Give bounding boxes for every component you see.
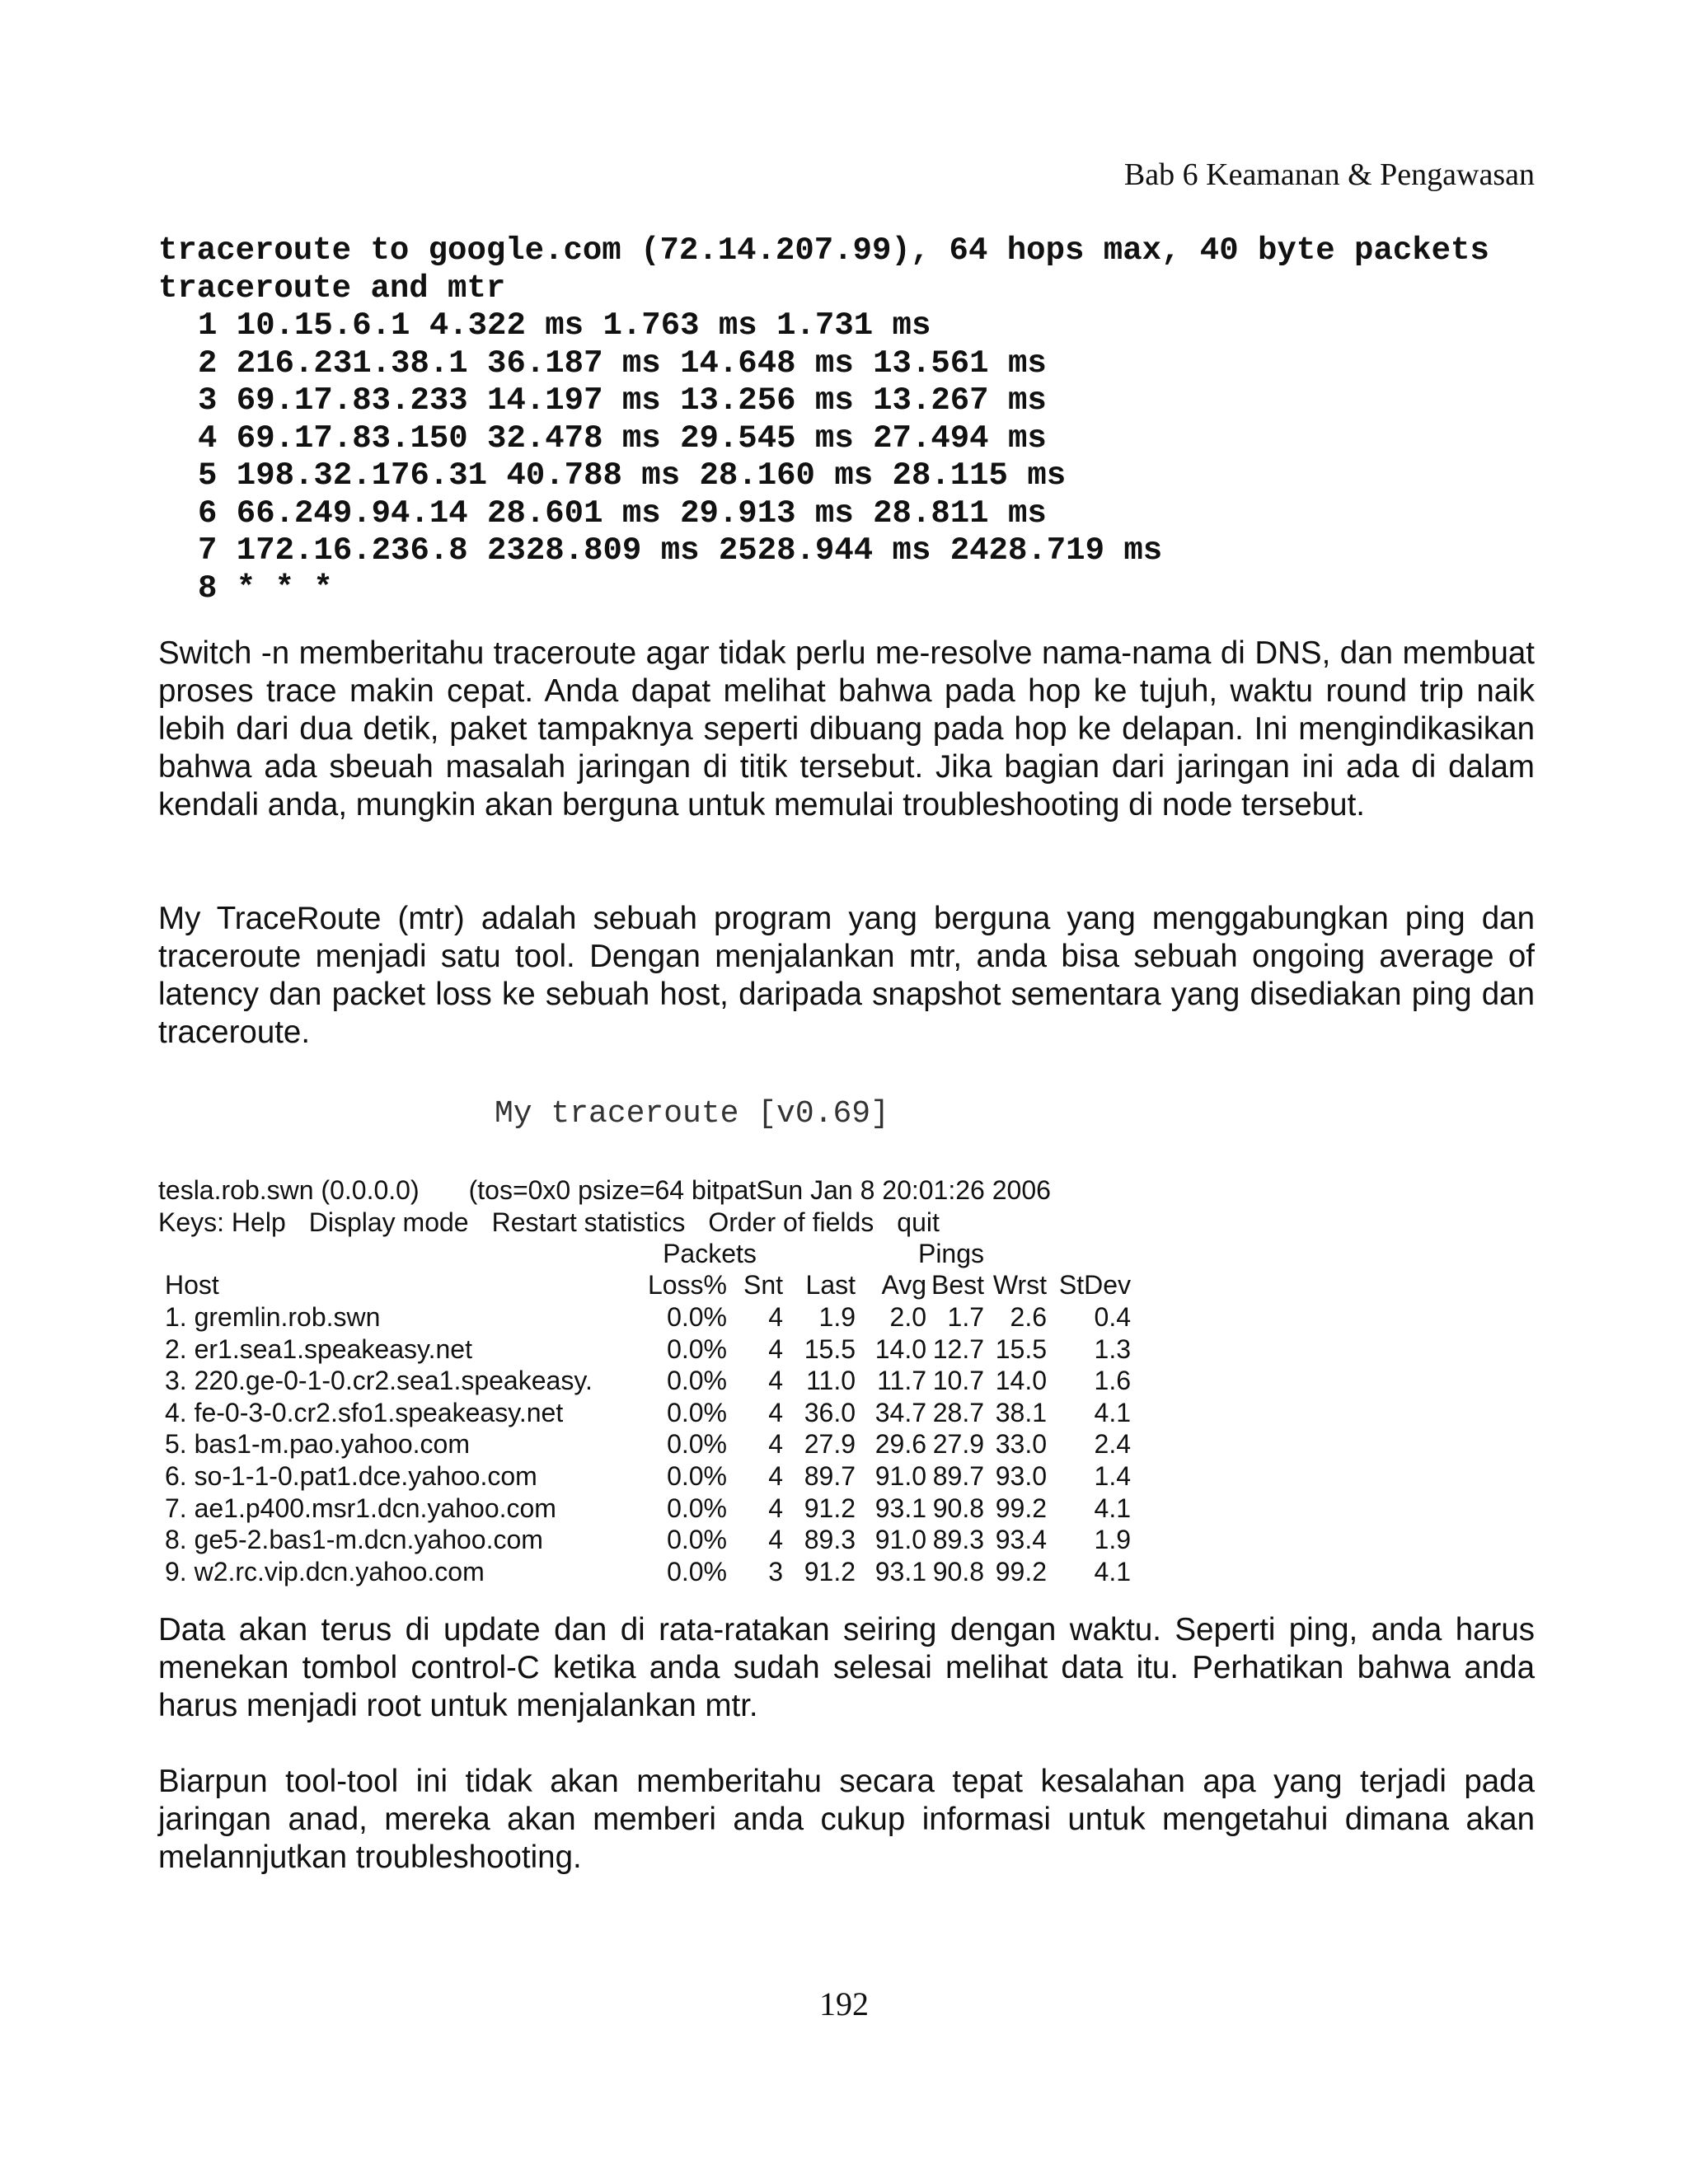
cell-stdev: 1.9	[1094, 1525, 1131, 1555]
mtr-key-restart: Restart statistics	[491, 1207, 686, 1237]
mtr-column-row	[158, 1270, 1131, 1302]
mtr-options: (tos=0x0 psize=64 bitpatSun Jan 8 20:01:26 2006	[468, 1175, 1051, 1205]
mtr-key-help: Keys: Help	[158, 1207, 286, 1237]
cell-loss: 0.0%	[667, 1525, 727, 1555]
cell-stdev: 4.1	[1094, 1493, 1131, 1523]
cell-snt: 4	[768, 1429, 783, 1460]
cell-best: 90.8	[932, 1493, 984, 1523]
cell-wrst: 38.1	[995, 1397, 1047, 1427]
table-row	[158, 1301, 1131, 1333]
code-line: 6 66.249.94.14 28.601 ms 29.913 ms 28.811 ms	[198, 494, 1047, 532]
cell-wrst: 93.0	[995, 1460, 1047, 1491]
table-row	[158, 1365, 1131, 1397]
cell-last: 27.9	[804, 1429, 856, 1460]
table-row	[158, 1556, 1131, 1588]
cell-snt: 3	[768, 1556, 783, 1586]
cell-wrst: 99.2	[995, 1493, 1047, 1523]
col-stdev: StDev	[1058, 1270, 1131, 1301]
code-line: traceroute and mtr	[158, 269, 506, 307]
code-line: 8 * * *	[198, 569, 333, 607]
cell-wrst: 15.5	[995, 1333, 1047, 1364]
cell-best: 90.8	[932, 1556, 984, 1586]
cell-snt: 4	[768, 1397, 783, 1427]
table-row	[158, 1429, 1131, 1461]
paragraph: Biarpun tool-tool ini tidak akan memberitahu secara tepat kesalahan apa yang terjadi pada jaringan anad, mereka akan memberi anda cukup informasi untuk mengetahui dimana akan melannjutkan troubleshooting.	[158, 1764, 1535, 1875]
cell-last: 89.7	[804, 1460, 856, 1491]
cell-snt: 4	[768, 1460, 783, 1491]
cell-last: 91.2	[804, 1493, 856, 1523]
cell-avg: 2.0	[889, 1301, 926, 1332]
cell-best: 27.9	[932, 1429, 984, 1460]
col-host: Host	[165, 1270, 219, 1301]
cell-loss: 0.0%	[667, 1556, 727, 1586]
code-line: 7 172.16.236.8 2328.809 ms 2528.944 ms 2428.719 ms	[198, 532, 1163, 569]
cell-snt: 4	[768, 1366, 783, 1396]
mtr-header	[158, 1174, 1051, 1238]
cell-host: 4. fe-0-3-0.cr2.sfo1.speakeasy.net	[165, 1397, 564, 1427]
cell-best: 89.3	[932, 1525, 984, 1555]
cell-host: 6. so-1-1-0.pat1.dce.yahoo.com	[165, 1460, 537, 1491]
cell-avg: 91.0	[874, 1525, 926, 1555]
cell-host: 7. ae1.p400.msr1.dcn.yahoo.com	[165, 1493, 556, 1523]
code-line: 4 69.17.83.150 32.478 ms 29.545 ms 27.494 ms	[198, 419, 1047, 457]
cell-wrst: 93.4	[995, 1525, 1047, 1555]
code-line: traceroute to google.com (72.14.207.99), 64 hops max, 40 byte packets	[158, 232, 1489, 269]
paragraph: Switch -n memberitahu traceroute agar tidak perlu me-resolve nama-nama di DNS, dan membuat proses trace makin cepat. Anda dapat melihat bahwa pada hop ke tujuh, waktu round trip naik lebih dari dua detik, paket tampaknya seperti dibuang pada hop ke delapan. Ini mengindikasikan bahwa ada sbeuah masalah jaringan di titik tersebut. Jika bagian dari jaringan ini ada di dalam kendali anda, mungkin akan berguna untuk memulai troubleshooting di node tersebut.	[158, 635, 1535, 823]
mtr-group-row	[158, 1238, 1131, 1270]
cell-host: 5. bas1-m.pao.yahoo.com	[165, 1429, 470, 1460]
paragraph: Data akan terus di update dan di rata-ratakan seiring dengan waktu. Seperti ping, anda harus menekan tombol control-C ketika anda sudah selesai melihat data itu. Perhatikan bahwa anda harus menjadi root untuk menjalankan mtr.	[158, 1612, 1535, 1723]
cell-loss: 0.0%	[667, 1366, 727, 1396]
pings-group-label: Pings	[917, 1238, 985, 1268]
cell-snt: 4	[768, 1333, 783, 1364]
cell-stdev: 4.1	[1094, 1397, 1131, 1427]
mtr-host: tesla.rob.swn (0.0.0.0)	[158, 1175, 420, 1205]
packets-group-label: Packets	[663, 1238, 757, 1268]
cell-last: 36.0	[804, 1397, 856, 1427]
code-line: 2 216.231.38.1 36.187 ms 14.648 ms 13.561 ms	[198, 344, 1047, 382]
cell-best: 28.7	[932, 1397, 984, 1427]
mtr-title: My traceroute [v0.69]	[495, 1096, 889, 1132]
cell-loss: 0.0%	[667, 1397, 727, 1427]
cell-loss: 0.0%	[667, 1301, 727, 1332]
cell-avg: 14.0	[874, 1333, 926, 1364]
cell-last: 11.0	[806, 1366, 856, 1396]
cell-best: 89.7	[932, 1460, 984, 1491]
cell-stdev: 2.4	[1094, 1429, 1131, 1460]
cell-host: 2. er1.sea1.speakeasy.net	[165, 1333, 472, 1364]
table-row	[158, 1397, 1131, 1429]
cell-last: 15.5	[804, 1333, 856, 1364]
cell-stdev: 1.3	[1094, 1333, 1131, 1364]
table-row	[158, 1524, 1131, 1556]
cell-avg: 93.1	[874, 1556, 926, 1586]
cell-snt: 4	[768, 1493, 783, 1523]
col-snt: Snt	[743, 1270, 783, 1301]
cell-loss: 0.0%	[667, 1460, 727, 1491]
cell-stdev: 4.1	[1094, 1556, 1131, 1586]
cell-best: 10.7	[932, 1366, 984, 1396]
col-wrst: Wrst	[992, 1270, 1047, 1301]
col-last: Last	[805, 1270, 856, 1301]
mtr-keys	[158, 1207, 1051, 1239]
cell-wrst: 2.6	[1010, 1301, 1047, 1332]
mtr-key-display: Display mode	[308, 1207, 469, 1237]
code-line: 1 10.15.6.1 4.322 ms 1.763 ms 1.731 ms	[198, 307, 931, 344]
cell-loss: 0.0%	[667, 1493, 727, 1523]
cell-last: 91.2	[804, 1556, 856, 1586]
cell-avg: 29.6	[874, 1429, 926, 1460]
traceroute-output	[158, 232, 1489, 607]
code-line: 3 69.17.83.233 14.197 ms 13.256 ms 13.267 ms	[198, 382, 1047, 419]
cell-avg: 34.7	[874, 1397, 926, 1427]
cell-loss: 0.0%	[667, 1429, 727, 1460]
cell-avg: 11.7	[877, 1366, 926, 1396]
cell-avg: 93.1	[874, 1493, 926, 1523]
cell-loss: 0.0%	[667, 1333, 727, 1364]
col-avg: Avg	[881, 1270, 926, 1301]
cell-snt: 4	[768, 1525, 783, 1555]
chapter-header: Bab 6 Keamanan & Pengawasan	[1123, 157, 1535, 192]
mtr-host-line	[158, 1174, 1051, 1207]
cell-avg: 91.0	[874, 1460, 926, 1491]
cell-host: 9. w2.rc.vip.dcn.yahoo.com	[165, 1556, 485, 1586]
page-number: 192	[819, 1985, 869, 2022]
col-best: Best	[931, 1270, 984, 1301]
cell-last: 1.9	[818, 1301, 856, 1332]
cell-best: 12.7	[932, 1333, 984, 1364]
cell-wrst: 33.0	[995, 1429, 1047, 1460]
cell-host: 8. ge5-2.bas1-m.dcn.yahoo.com	[165, 1525, 543, 1555]
cell-stdev: 0.4	[1094, 1301, 1131, 1332]
table-row	[158, 1493, 1131, 1525]
cell-best: 1.7	[947, 1301, 984, 1332]
cell-last: 89.3	[804, 1525, 856, 1555]
cell-host: 3. 220.ge-0-1-0.cr2.sea1.speakeasy.	[165, 1366, 593, 1396]
table-row	[158, 1333, 1131, 1366]
cell-snt: 4	[768, 1301, 783, 1332]
code-line: 5 198.32.176.31 40.788 ms 28.160 ms 28.115 ms	[198, 457, 1067, 494]
mtr-key-order: Order of fields	[708, 1207, 874, 1237]
col-loss: Loss%	[647, 1270, 727, 1301]
cell-stdev: 1.4	[1094, 1460, 1131, 1491]
table-row	[158, 1460, 1131, 1493]
cell-host: 1. gremlin.rob.swn	[165, 1301, 381, 1332]
cell-stdev: 1.6	[1094, 1366, 1131, 1396]
mtr-key-quit: quit	[897, 1207, 940, 1237]
mtr-table	[158, 1238, 1131, 1588]
cell-wrst: 14.0	[995, 1366, 1047, 1396]
paragraph: My TraceRoute (mtr) adalah sebuah program yang berguna yang menggabungkan ping dan traceroute menjadi satu tool. Dengan menjalankan mtr, anda bisa sebuah ongoing average of latency dan packet loss ke sebuah host, daripada snapshot sementara yang disediakan ping dan traceroute.	[158, 901, 1535, 1050]
cell-wrst: 99.2	[995, 1556, 1047, 1586]
